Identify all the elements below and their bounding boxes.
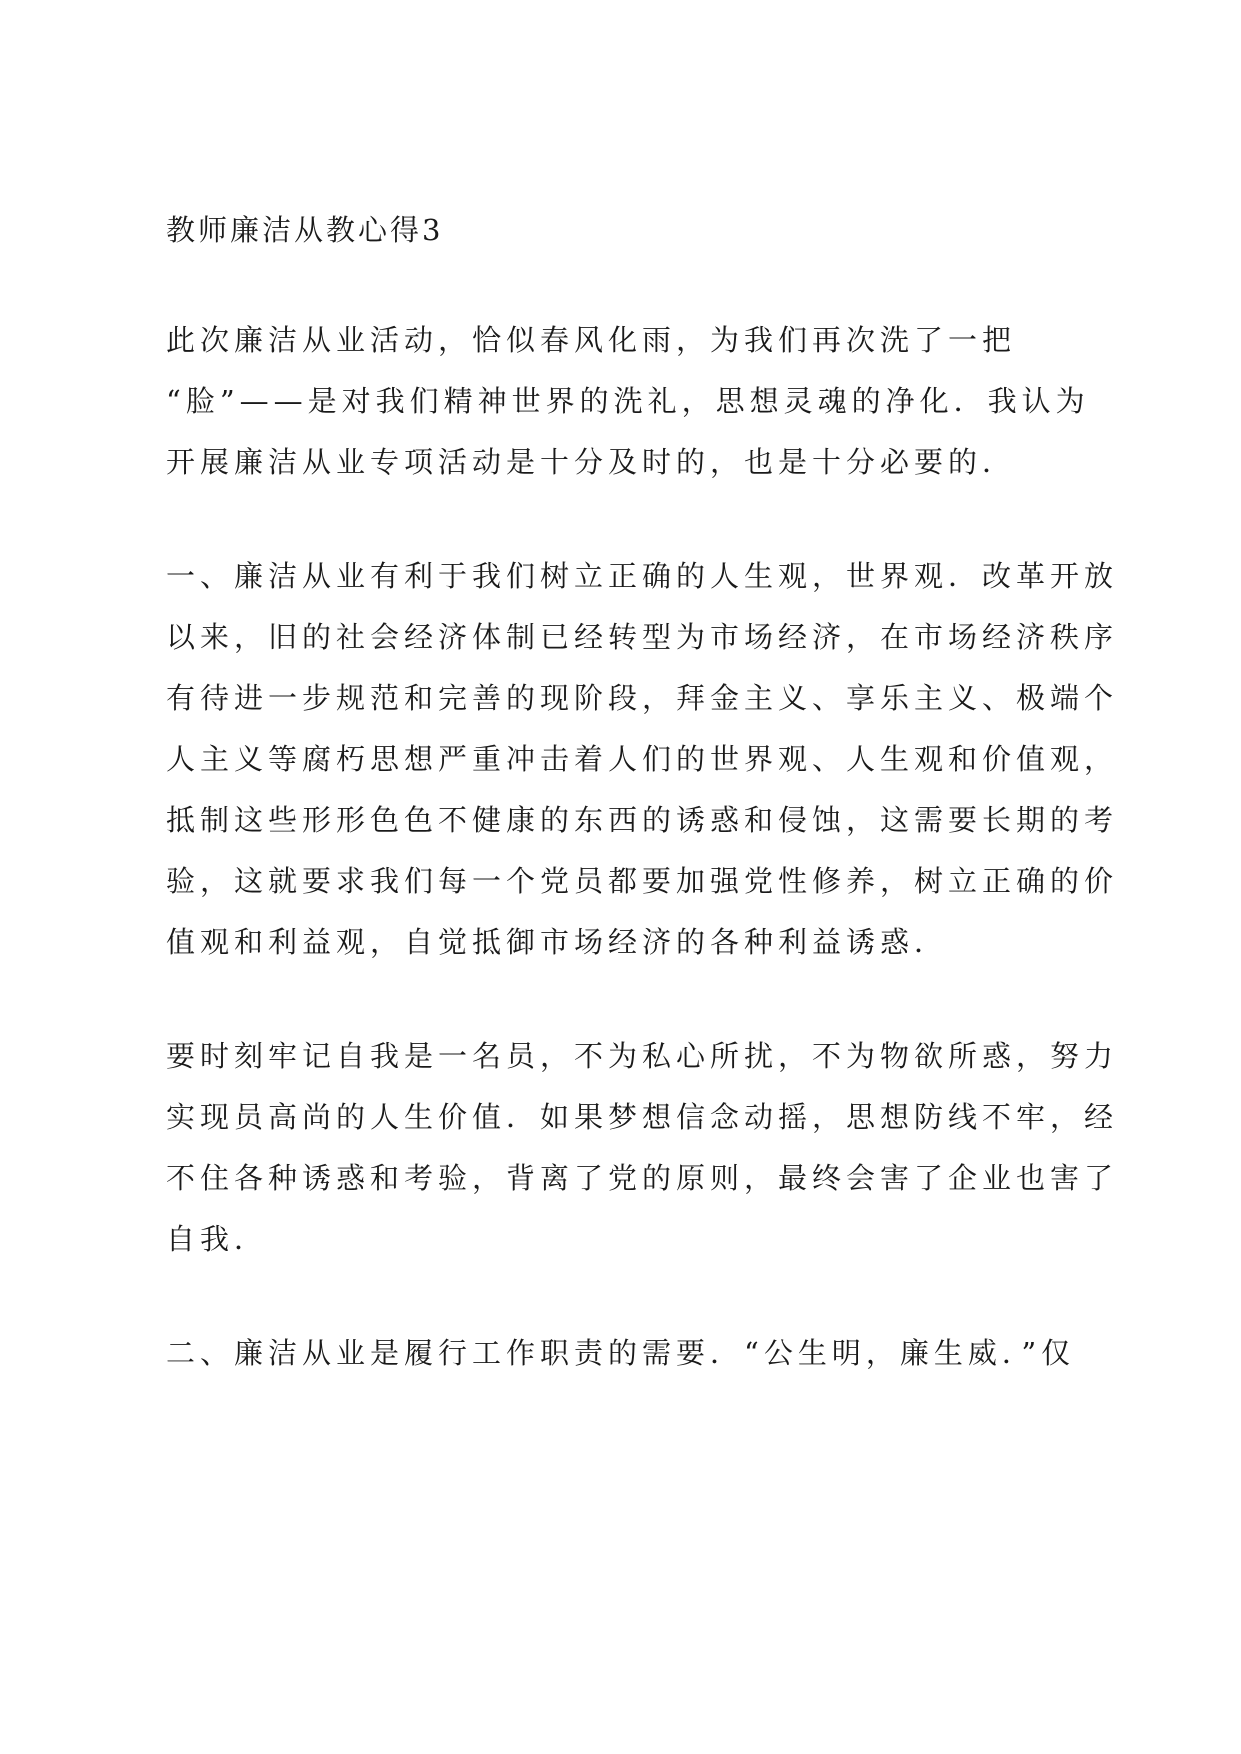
text-line: 实现员高尚的人生价值．如果梦想信念动摇，思想防线不牢，经 (166, 1100, 1119, 1134)
text-line: 自我． (166, 1222, 269, 1256)
text-line: 开展廉洁从业专项活动是十分及时的，也是十分必要的． (166, 445, 1017, 479)
text-line: 以来，旧的社会经济体制已经转型为市场经济，在市场经济秩序 (166, 620, 1119, 654)
text-line: 要时刻牢记自我是一名员，不为私心所扰，不为物欲所惑，努力 (166, 1039, 1119, 1073)
text-line: 一、廉洁从业有利于我们树立正确的人生观，世界观．改革开放 (166, 559, 1119, 593)
text-line: 验，这就要求我们每一个党员都要加强党性修养，树立正确的价 (166, 864, 1119, 898)
text-line: 人主义等腐朽思想严重冲击着人们的世界观、人生观和价值观， (166, 742, 1119, 776)
text-line: 抵制这些形形色色不健康的东西的诱惑和侵蚀，这需要长期的考 (166, 803, 1119, 837)
document-title: 教师廉洁从教心得3 (166, 213, 444, 247)
text-line: 不住各种诱惑和考验，背离了党的原则，最终会害了企业也害了 (166, 1161, 1119, 1195)
text-line: 值观和利益观，自觉抵御市场经济的各种利益诱惑． (166, 925, 949, 959)
text-line: 有待进一步规范和完善的现阶段，拜金主义、享乐主义、极端个 (166, 681, 1119, 715)
text-line: 此次廉洁从业活动，恰似春风化雨，为我们再次洗了一把 (166, 323, 1017, 357)
text-line: “脸”——是对我们精神世界的洗礼，思想灵魂的净化．我认为 (166, 384, 1090, 418)
text-line: 二、廉洁从业是履行工作职责的需要．“公生明，廉生威．”仅 (166, 1336, 1076, 1370)
